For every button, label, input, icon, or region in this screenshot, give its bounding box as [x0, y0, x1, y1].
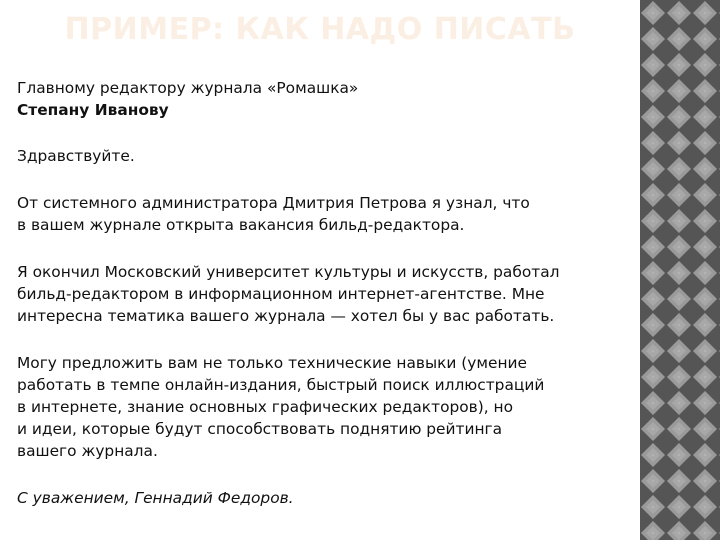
paragraph-line: От системного администратора Дмитрия Петрова я узнал, что [17, 194, 530, 212]
paragraph-line: работать в темпе онлайн-издания, быстрый поиск иллюстраций [17, 376, 545, 394]
recipient-line: Главному редактору журнала «Ромашка» [17, 79, 359, 97]
paragraph-2 [17, 261, 642, 327]
paragraph-line: в вашем журнале открыта вакансия бильд-редактора. [17, 216, 465, 234]
paragraph-1 [17, 192, 642, 236]
paragraph-line: бильд-редактором в информационном интернет-агентстве. Мне [17, 285, 545, 303]
letter-body [17, 77, 642, 509]
decorative-diamond-pattern [640, 0, 720, 540]
paragraph-3 [17, 352, 642, 462]
paragraph-line: вашего журнала. [17, 442, 158, 460]
paragraph-line: Могу предложить вам не только технические навыки (умение [17, 354, 528, 372]
paragraph-line: интересна тематика вашего журнала — хотел бы у вас работать. [17, 307, 555, 325]
greeting: Здравствуйте. [17, 147, 135, 165]
paragraph-line: и идеи, которые будут способствовать поднятию рейтинга [17, 420, 503, 438]
signature: С уважением, Геннадий Федоров. [17, 489, 294, 507]
slide-title: ПРИМЕР: КАК НАДО ПИСАТЬ [64, 12, 576, 47]
paragraph-line: Я окончил Московский университет культуры и искусств, работал [17, 263, 560, 281]
recipient-name: Степану Иванову [17, 101, 169, 119]
paragraph-line: в интернете, знание основных графических редакторов), но [17, 398, 514, 416]
